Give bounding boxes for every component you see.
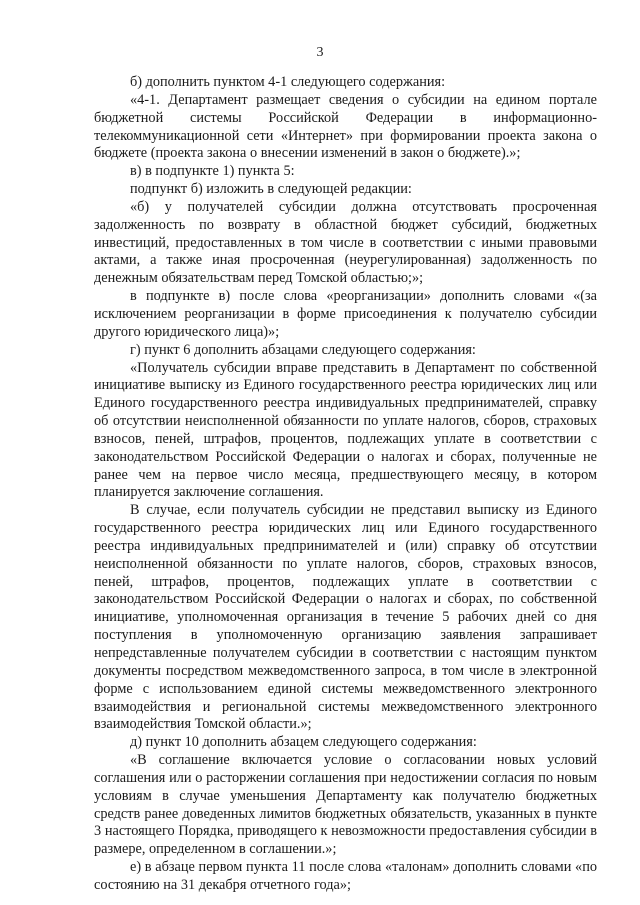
paragraph: д) пункт 10 дополнить абзацем следующего содержания: xyxy=(130,734,477,751)
paragraph: В случае, если получатель субсидии не представил выписку из Единого государственного реестра юридических лиц или Единого государственного реестра индивидуальных предпринимателей и (или) справку об отсутствии неисполненной обязанности по уплате налогов, сборов, страховых взносов, пеней, штрафов, процентов, подлежащих уплате в соответствии с законодательством Российской Федерации о налогах и сборах, по собственной инициативе, уполномоченная организация в течение 5 рабочих дней со дня поступления в уполномоченную организацию заявления запрашивает непредставленные получателем субсидии в соответствии с настоящим пунктом документы посредством межведомственного запроса, в том числе в электронной форме с использованием единой системы межведомственного электронного взаимодействия и региональной системы межведомственного электронного взаимодействия Томской области.»; xyxy=(94,502,597,733)
paragraph: «4-1. Департамент размещает сведения о субсидии на едином портале бюджетной системы Российской Федерации в информационно-телекоммуникационной сети «Интернет» при формировании проекта закона о бюджете (проекта закона о внесении изменений в закон о бюджете).»; xyxy=(94,91,597,162)
paragraph: в) в подпункте 1) пункта 5: xyxy=(130,163,295,180)
paragraph: в подпункте в) после слова «реорганизации» дополнить словами «(за исключением реорганизации в форме присоединения к получателю субсидии другого юридического лица)»; xyxy=(94,288,597,340)
paragraph: б) дополнить пунктом 4-1 следующего содержания: xyxy=(130,74,446,90)
paragraph: подпункт б) изложить в следующей редакции: xyxy=(130,181,412,198)
page-number: 3 xyxy=(316,45,324,60)
paragraph: е) в абзаце первом пункта 11 после слова «талонам» дополнить словами «по состоянию на 31 декабря отчетного года»; xyxy=(94,859,597,893)
paragraph: «б) у получателей субсидии должна отсутствовать просроченная задолженность по возврату в областной бюджет субсидий, бюджетных инвестиций, предоставленных в том числе в соответствии с иными правовыми актами, а также иная просроченная (неурегулированная) задолженность по денежным обязательствам перед Томской областью;»; xyxy=(94,198,597,287)
paragraph: «В соглашение включается условие о согласовании новых условий соглашения или о расторжении соглашения при недостижении согласия по новым условиям в случае уменьшения Департаменту как получателю бюджетных средств ранее доведенных лимитов бюджетных обязательств, указанных в пункте 3 настоящего Порядка, приводящего к невозможности предоставления субсидии в размере, определенном в соглашении.»; xyxy=(94,752,597,858)
paragraph: «Получатель субсидии вправе представить в Департамент по собственной инициативе выписку из Единого государственного реестра юридических лиц или Единого государственного реестра индивидуальных предпринимателей, справку об отсутствии неисполненной обязанности по уплате налогов, сборов, страховых взносов, пеней, штрафов, процентов, подлежащих уплате в соответствии с законодательством Российской Федерации о налогах и сборах, полученные не ранее чем на первое число месяца, предшествующего месяцу, в котором планируется заключение соглашения. xyxy=(94,359,597,501)
paragraph: г) пункт 6 дополнить абзацами следующего содержания: xyxy=(130,341,476,358)
document-body xyxy=(94,74,597,895)
